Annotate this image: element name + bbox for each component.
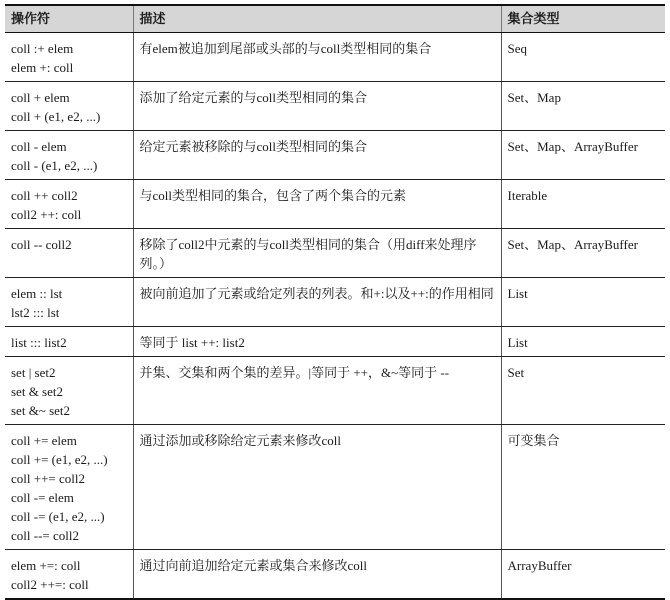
collection-type-cell: Set、Map、ArrayBuffer (501, 229, 665, 278)
table-row (5, 82, 665, 131)
collection-type-cell: Iterable (501, 180, 665, 229)
collection-type-cell: ArrayBuffer (501, 550, 665, 600)
table-row (5, 131, 665, 180)
description-cell: 移除了coll2中元素的与coll类型相同的集合（用diff来处理序列。） (133, 229, 501, 278)
table-row (5, 550, 665, 600)
description-cell: 通过添加或移除给定元素来修改coll (133, 425, 501, 550)
operator-cell (5, 82, 133, 131)
operator-expression: coll2 ++=: coll (11, 577, 89, 592)
description-cell: 通过向前追加给定元素或集合来修改coll (133, 550, 501, 600)
header-description: 描述 (133, 5, 501, 33)
operator-expression: coll ++ coll2 (11, 188, 78, 203)
operator-expression: lst2 ::: lst (11, 305, 60, 320)
operator-cell (5, 278, 133, 327)
operator-expression: list ::: list2 (11, 335, 67, 350)
operator-cell (5, 550, 133, 600)
operator-cell (5, 327, 133, 357)
collection-type-cell: Set、Map (501, 82, 665, 131)
collection-type-cell: List (501, 327, 665, 357)
operator-expression: coll - (e1, e2, ...) (11, 158, 98, 173)
table-header-row (5, 5, 665, 33)
description-cell: 等同于 list ++: list2 (133, 327, 501, 357)
description-cell: 有elem被追加到尾部或头部的与coll类型相同的集合 (133, 33, 501, 82)
operator-cell (5, 33, 133, 82)
table-row (5, 357, 665, 425)
table-row (5, 327, 665, 357)
operator-expression: set &~ set2 (11, 403, 71, 418)
operator-expression: elem +: coll (11, 60, 74, 75)
table-row (5, 229, 665, 278)
operators-table (5, 4, 665, 600)
operator-cell (5, 425, 133, 550)
collection-type-cell: Set (501, 357, 665, 425)
operator-expression: elem +=: coll (11, 558, 81, 573)
table-row (5, 33, 665, 82)
table-row (5, 425, 665, 550)
header-operator: 操作符 (5, 5, 133, 33)
operator-cell (5, 357, 133, 425)
collection-type-cell: 可变集合 (501, 425, 665, 550)
operator-expression: coll -= (e1, e2, ...) (11, 509, 105, 524)
table-body (5, 33, 665, 600)
operator-expression: coll += elem (11, 433, 77, 448)
table-row (5, 278, 665, 327)
operator-expression: coll + elem (11, 90, 70, 105)
operator-expression: coll - elem (11, 139, 67, 154)
description-cell: 添加了给定元素的与coll类型相同的集合 (133, 82, 501, 131)
operator-expression: set | set2 (11, 365, 56, 380)
operator-cell (5, 229, 133, 278)
operator-expression: set & set2 (11, 384, 63, 399)
operator-expression: coll + (e1, e2, ...) (11, 109, 101, 124)
operator-cell (5, 131, 133, 180)
operator-expression: coll -= elem (11, 490, 74, 505)
header-collection-type: 集合类型 (501, 5, 665, 33)
description-cell: 并集、交集和两个集的差异。|等同于 ++，&~等同于 -- (133, 357, 501, 425)
collection-type-cell: List (501, 278, 665, 327)
operator-expression: coll += (e1, e2, ...) (11, 452, 108, 467)
description-cell: 被向前追加了元素或给定列表的列表。和+:以及++:的作用相同 (133, 278, 501, 327)
operator-expression: coll :+ elem (11, 41, 74, 56)
operator-cell (5, 180, 133, 229)
operator-expression: coll2 ++: coll (11, 207, 82, 222)
description-cell: 给定元素被移除的与coll类型相同的集合 (133, 131, 501, 180)
operator-expression: coll ++= coll2 (11, 471, 85, 486)
collection-type-cell: Set、Map、ArrayBuffer (501, 131, 665, 180)
operator-expression: elem :: lst (11, 286, 63, 301)
operator-expression: coll -- coll2 (11, 237, 72, 252)
description-cell: 与coll类型相同的集合，包含了两个集合的元素 (133, 180, 501, 229)
collection-type-cell: Seq (501, 33, 665, 82)
operator-expression: coll --= coll2 (11, 528, 79, 543)
table-row (5, 180, 665, 229)
